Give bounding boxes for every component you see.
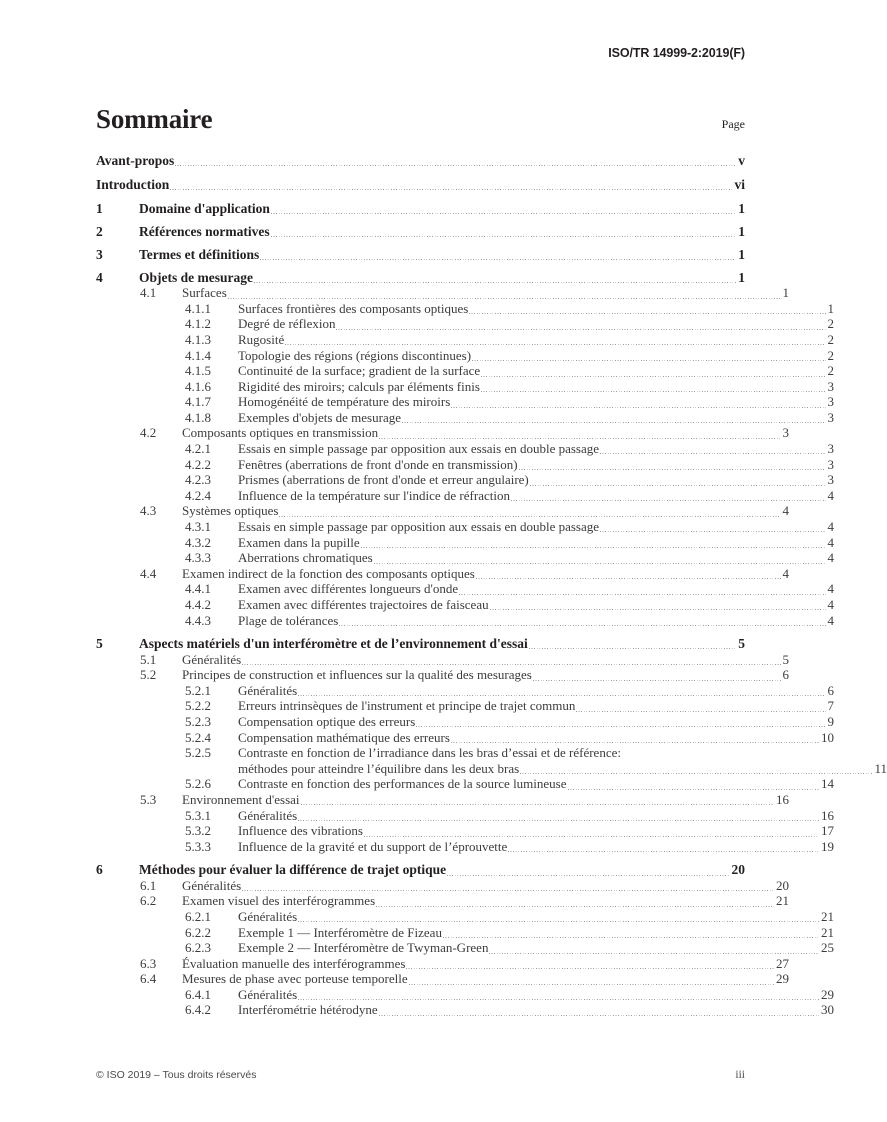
toc-entry-number: 6.2.3 <box>185 940 211 956</box>
toc-entry[interactable] <box>96 380 834 394</box>
toc-dot-leader <box>301 804 774 805</box>
toc-entry[interactable] <box>96 442 834 456</box>
toc-entry-title: Principes de construction et influences sur la qualité des mesurages <box>182 667 532 683</box>
toc-entry[interactable] <box>96 582 834 596</box>
toc-entry[interactable] <box>96 668 789 682</box>
toc-entry[interactable] <box>96 863 745 877</box>
toc-entry-page-number: 4 <box>827 550 834 566</box>
toc-dot-leader <box>600 453 825 454</box>
toc-dot-leader <box>472 360 825 361</box>
toc-entry-page-number: 4 <box>827 534 834 550</box>
toc-entry-title: Compensation optique des erreurs <box>238 713 416 729</box>
toc-entry-title: Rugosité <box>238 331 285 347</box>
toc-entry-number: 4.2.4 <box>185 487 211 503</box>
toc-entry-page-number: 1 <box>738 200 745 216</box>
toc-entry-number: 6.2.2 <box>185 924 211 940</box>
toc-entry-title: Influence des vibrations <box>238 823 363 839</box>
toc-entry-page-number: 7 <box>827 698 834 714</box>
toc-entry-page-number: 16 <box>776 791 789 807</box>
toc-dot-leader <box>481 391 826 392</box>
toc-entry-page-number: 10 <box>821 729 834 745</box>
toc-entry[interactable] <box>96 941 834 955</box>
toc-dot-leader <box>336 329 825 330</box>
toc-dot-leader <box>416 726 825 727</box>
toc-entry-page-number: 1 <box>782 285 789 301</box>
toc-entry-number: 6.1 <box>140 877 157 893</box>
toc-entry[interactable] <box>96 637 745 651</box>
page-title: Sommaire <box>96 104 213 134</box>
toc-entry-page-number: 17 <box>821 823 834 839</box>
toc-dot-leader <box>568 789 820 790</box>
toc-dot-leader <box>254 282 736 283</box>
toc-dot-leader <box>175 165 736 166</box>
toc-entry-page-number: 3 <box>827 409 834 425</box>
toc-entry[interactable] <box>96 458 834 472</box>
toc-entry[interactable] <box>96 809 834 823</box>
toc-entry-number: 5.2.5 <box>185 745 211 761</box>
toc-dot-leader <box>228 298 781 299</box>
toc-entry-page-number: 29 <box>776 971 789 987</box>
toc-entry[interactable] <box>96 699 834 713</box>
toc-entry-page-number: 30 <box>821 1002 834 1018</box>
toc-entry-page-number: 4 <box>827 519 834 535</box>
toc-entry-title: Continuité de la surface; gradient de la surface <box>238 363 481 379</box>
toc-entry-number: 4.3.3 <box>185 550 211 566</box>
toc-entry[interactable] <box>96 824 834 838</box>
toc-entry-title: Erreurs intrinsèques de l'instrument et principe de trajet commun <box>238 698 576 714</box>
toc-dot-leader <box>298 820 819 821</box>
toc-entry-number: 6.4.2 <box>185 1002 211 1018</box>
toc-entry-title: Homogénéité de température des miroirs <box>238 394 451 410</box>
toc-entry-title: Méthodes pour évaluer la différence de trajet optique <box>139 862 447 878</box>
toc-entry-title: Introduction <box>96 176 170 192</box>
toc-entry-number: 4.3.2 <box>185 534 211 550</box>
toc-entry[interactable] <box>96 551 834 565</box>
toc-entry-number: 6.4 <box>140 971 157 987</box>
copyright-notice: © ISO 2019 – Tous droits réservés <box>96 1069 257 1081</box>
toc-entry-page-number: 3 <box>782 425 789 441</box>
toc-entry-number: 2 <box>96 223 103 239</box>
toc-dot-leader <box>376 906 774 907</box>
toc-dot-leader <box>298 999 819 1000</box>
toc-dot-leader <box>519 469 826 470</box>
toc-entry-title: Contraste en fonction des performances de la source lumineuse <box>238 776 567 792</box>
toc-entry-page-number: 20 <box>731 862 745 878</box>
toc-dot-leader <box>402 422 826 423</box>
toc-entry-title: Degré de réflexion <box>238 316 336 332</box>
toc-dot-leader <box>459 594 825 595</box>
toc-entry-number: 5.3.3 <box>185 838 211 854</box>
toc-entry-page-number: 6 <box>827 682 834 698</box>
toc-entry-number: 5.3.2 <box>185 823 211 839</box>
toc-entry-number: 4.1 <box>140 285 157 301</box>
toc-entry[interactable] <box>96 731 834 745</box>
toc-entry-number: 3 <box>96 246 103 262</box>
toc-entry-number: 4.3.1 <box>185 519 211 535</box>
toc-dot-leader <box>533 680 781 681</box>
toc-entry-page-number: 16 <box>821 807 834 823</box>
toc-dot-leader <box>576 711 825 712</box>
toc-entry[interactable] <box>96 926 834 940</box>
toc-entry-title: Objets de mesurage <box>139 269 253 285</box>
toc-entry[interactable] <box>96 426 789 440</box>
toc-entry-number: 5 <box>96 636 103 651</box>
toc-dot-leader <box>443 937 819 938</box>
toc-entry-page-number: 21 <box>821 908 834 924</box>
toc-entry-number: 4.1.2 <box>185 316 211 332</box>
toc-entry-title: Essais en simple passage par opposition aux essais en double passage <box>238 519 600 535</box>
toc-entry-title: Examen dans la pupille <box>238 534 360 550</box>
toc-entry[interactable] <box>96 715 834 729</box>
toc-entry-title: Surfaces <box>182 285 227 301</box>
toc-dot-leader <box>451 407 825 408</box>
toc-entry-title: Exemple 2 — Interféromètre de Twyman-Green <box>238 940 489 956</box>
toc-entry-number: 4.1.1 <box>185 300 211 316</box>
toc-entry-number: 5.3.1 <box>185 807 211 823</box>
toc-dot-leader <box>481 376 825 377</box>
toc-entry[interactable] <box>96 178 745 192</box>
toc-entry[interactable] <box>96 202 745 216</box>
toc-dot-leader <box>379 1015 819 1016</box>
toc-dot-leader <box>476 578 781 579</box>
toc-dot-leader <box>298 695 825 696</box>
toc-entry-page-number: 1 <box>738 269 745 285</box>
toc-dot-leader <box>279 516 780 517</box>
toc-entry[interactable] <box>96 411 834 425</box>
toc-entry-title: Aberrations chromatiques <box>238 550 373 566</box>
toc-entry-title: Interférométrie hétérodyne <box>238 1002 378 1018</box>
toc-entry-page-number: 4 <box>782 503 789 519</box>
toc-entry-number: 4.2.2 <box>185 456 211 472</box>
toc-entry-page-number: 4 <box>782 565 789 581</box>
toc-dot-leader <box>600 531 825 532</box>
toc-entry-title: Surfaces frontières des composants optiques <box>238 300 469 316</box>
toc-entry-page-number: 20 <box>776 877 789 893</box>
toc-dot-leader <box>490 609 826 610</box>
toc-entry-page-number: 21 <box>776 893 789 909</box>
toc-entry-number: 4.1.8 <box>185 409 211 425</box>
toc-entry-page-number: 29 <box>821 986 834 1002</box>
toc-entry-page-number: 4 <box>827 487 834 503</box>
toc-entry[interactable] <box>96 489 834 503</box>
toc-entry-number: 6.2 <box>140 893 157 909</box>
toc-entry-number: 5.2.2 <box>185 698 211 714</box>
toc-entry-page-number: 25 <box>821 940 834 956</box>
toc-entry-number: 5.2.3 <box>185 713 211 729</box>
toc-entry-page-number: vi <box>734 176 745 192</box>
toc-entry-title: Composants optiques en transmission <box>182 425 379 441</box>
toc-entry-number: 6 <box>96 862 103 878</box>
toc-entry-title: Aspects matériels d'un interféromètre et de l’environnement d'essai <box>139 636 528 651</box>
toc-entry[interactable] <box>96 957 789 971</box>
toc-entry-page-number: 21 <box>821 924 834 940</box>
toc-dot-leader <box>511 500 826 501</box>
toc-dot-leader <box>520 773 872 774</box>
toc-entry-page-number: 3 <box>827 472 834 488</box>
toc-entry-title: Évaluation manuelle des interférogrammes <box>182 955 406 971</box>
table-of-contents <box>96 153 887 1019</box>
toc-entry-number: 4.1.4 <box>185 347 211 363</box>
toc-entry-title: Termes et définitions <box>139 246 260 262</box>
toc-entry-number: 4.4.3 <box>185 612 211 628</box>
toc-entry-title: Généralités <box>238 682 298 698</box>
toc-entry-number: 4.1.7 <box>185 394 211 410</box>
toc-entry-title: Examen visuel des interférogrammes <box>182 893 376 909</box>
toc-entry[interactable] <box>96 746 834 760</box>
toc-entry-title: Examen indirect de la fonction des composants optiques <box>182 565 475 581</box>
toc-entry-title: Domaine d'application <box>139 200 270 216</box>
toc-entry[interactable] <box>96 333 834 347</box>
toc-entry-page-number: 1 <box>738 246 745 262</box>
toc-entry-title: Fenêtres (aberrations de front d'onde en transmission) <box>238 456 518 472</box>
toc-entry-page-number: 2 <box>827 331 834 347</box>
toc-entry-title: Influence de la gravité et du support de l’éprouvette <box>238 838 508 854</box>
toc-entry-title: Généralités <box>238 986 298 1002</box>
toc-entry-number: 4.2.1 <box>185 441 211 457</box>
toc-entry[interactable] <box>96 520 834 534</box>
toc-entry-page-number: 14 <box>821 776 834 792</box>
toc-entry-number: 5.2.4 <box>185 729 211 745</box>
toc-dot-leader <box>529 648 736 649</box>
toc-entry[interactable] <box>96 271 745 285</box>
toc-entry-title: Influence de la température sur l'indice de réfraction <box>238 487 510 503</box>
toc-dot-leader <box>271 236 737 237</box>
toc-entry-title: Compensation mathématique des erreurs <box>238 729 450 745</box>
toc-entry[interactable] <box>96 504 789 518</box>
toc-entry[interactable] <box>96 840 834 854</box>
toc-dot-leader <box>361 547 826 548</box>
toc-entry[interactable] <box>96 286 789 300</box>
toc-dot-leader <box>339 625 825 626</box>
folio-number: iii <box>735 1069 745 1081</box>
toc-entry-page-number: 19 <box>821 838 834 854</box>
toc-entry-page-number: 3 <box>827 456 834 472</box>
toc-entry-number: 4 <box>96 269 103 285</box>
toc-dot-leader <box>298 921 819 922</box>
toc-entry-number: 5.2 <box>140 667 157 683</box>
toc-entry-page-number: 4 <box>827 581 834 597</box>
toc-entry[interactable] <box>96 248 745 262</box>
toc-entry-title: Prismes (aberrations de front d'onde et erreur angulaire) <box>238 472 529 488</box>
toc-entry[interactable] <box>96 473 834 487</box>
toc-entry-title: Contraste en fonction de l’irradiance dans les bras d’essai et de référence: <box>238 745 621 761</box>
toc-entry-title: Généralités <box>238 908 298 924</box>
toc-dot-leader <box>374 563 826 564</box>
toc-dot-leader <box>469 313 825 314</box>
toc-entry-page-number: 3 <box>827 378 834 394</box>
toc-dot-leader <box>242 890 774 891</box>
toc-dot-leader <box>260 259 736 260</box>
toc-entry-number: 4.3 <box>140 503 157 519</box>
toc-entry-title: Mesures de phase avec porteuse temporelle <box>182 971 408 987</box>
toc-dot-leader <box>170 189 732 190</box>
toc-entry[interactable] <box>96 793 789 807</box>
toc-entry-title: Généralités <box>182 877 242 893</box>
toc-entry-number: 5.2.6 <box>185 776 211 792</box>
toc-entry[interactable] <box>96 364 834 378</box>
toc-entry[interactable] <box>96 1003 834 1017</box>
toc-entry-page-number: 1 <box>738 223 745 239</box>
toc-entry-title: Généralités <box>182 651 242 667</box>
toc-entry[interactable] <box>96 349 834 363</box>
toc-dot-leader <box>530 485 826 486</box>
toc-entry[interactable] <box>96 536 834 550</box>
toc-entry-title: Topologie des régions (régions discontinues) <box>238 347 472 363</box>
toc-entry[interactable] <box>96 988 834 1002</box>
toc-entry[interactable] <box>96 598 834 612</box>
toc-entry[interactable] <box>96 395 834 409</box>
toc-entry-number: 6.2.1 <box>185 908 211 924</box>
toc-entry-number: 4.2 <box>140 425 157 441</box>
toc-entry[interactable] <box>96 154 745 168</box>
page-footer <box>96 1069 745 1081</box>
toc-dot-leader <box>406 968 774 969</box>
toc-entry-page-number: 11 <box>874 760 887 776</box>
toc-entry[interactable] <box>96 972 789 986</box>
document-reference-header: ISO/TR 14999-2:2019(F) <box>608 46 745 60</box>
toc-entry-title: méthodes pour atteindre l’équilibre dans les deux bras <box>238 760 520 776</box>
toc-dot-leader <box>409 984 774 985</box>
toc-entry-page-number: 2 <box>827 363 834 379</box>
toc-entry-title: Références normatives <box>139 223 270 239</box>
toc-entry[interactable] <box>96 653 789 667</box>
toc-entry-title: Examen avec différentes trajectoires de faisceau <box>238 597 489 612</box>
page-column-label: Page <box>721 117 745 131</box>
toc-entry-number: 4.4.1 <box>185 581 211 597</box>
toc-entry-page-number: 2 <box>827 316 834 332</box>
toc-dot-leader <box>379 438 780 439</box>
toc-entry-page-number: 5 <box>738 636 745 651</box>
toc-entry-number: 6.4.1 <box>185 986 211 1002</box>
toc-entry-page-number: 3 <box>827 394 834 410</box>
toc-entry-title: Généralités <box>238 807 298 823</box>
toc-entry-number: 5.1 <box>140 651 157 667</box>
toc-entry-title: Examen avec différentes longueurs d'onde <box>238 581 459 597</box>
toc-entry-page-number: v <box>738 153 745 168</box>
toc-entry-page-number: 1 <box>827 300 834 316</box>
toc-entry-number: 5.3 <box>140 791 157 807</box>
toc-dot-leader <box>489 953 819 954</box>
toc-entry-number: 4.4 <box>140 565 157 581</box>
toc-entry-title: Essais en simple passage par opposition aux essais en double passage <box>238 441 600 457</box>
toc-entry-number: 5.2.1 <box>185 682 211 698</box>
toc-entry[interactable] <box>96 777 834 791</box>
toc-entry[interactable] <box>96 910 834 924</box>
toc-entry-page-number: 27 <box>776 955 789 971</box>
title-block <box>96 104 745 134</box>
toc-entry-title: Plage de tolérances <box>238 612 339 628</box>
toc-entry[interactable] <box>96 614 834 628</box>
toc-entry-title: Avant-propos <box>96 153 175 168</box>
toc-dot-leader <box>451 742 819 743</box>
toc-entry[interactable] <box>96 567 789 581</box>
toc-entry-number: 4.1.3 <box>185 331 211 347</box>
toc-entry-number: 1 <box>96 200 103 216</box>
toc-entry-number: 4.4.2 <box>185 597 211 612</box>
toc-entry-page-number: 4 <box>827 612 834 628</box>
toc-entry[interactable] <box>96 762 887 776</box>
toc-entry[interactable] <box>96 879 789 893</box>
toc-entry[interactable] <box>96 317 834 331</box>
toc-entry-number: 6.3 <box>140 955 157 971</box>
toc-entry-title: Exemple 1 — Interféromètre de Fizeau <box>238 924 442 940</box>
toc-dot-leader <box>242 664 780 665</box>
toc-entry[interactable] <box>96 894 789 908</box>
toc-dot-leader <box>285 344 825 345</box>
toc-entry-page-number: 2 <box>827 347 834 363</box>
toc-dot-leader <box>447 875 729 876</box>
toc-entry-title: Environnement d'essai <box>182 791 300 807</box>
toc-entry-number: 4.1.5 <box>185 363 211 379</box>
toc-dot-leader <box>271 213 736 214</box>
toc-entry-title: Rigidité des miroirs; calculs par éléments finis <box>238 378 480 394</box>
toc-entry-page-number: 5 <box>782 651 789 667</box>
toc-entry[interactable] <box>96 225 745 239</box>
toc-dot-leader <box>508 851 819 852</box>
toc-entry[interactable] <box>96 684 834 698</box>
toc-entry-page-number: 3 <box>827 441 834 457</box>
toc-entry-number: 4.1.6 <box>185 378 211 394</box>
toc-entry-title: Exemples d'objets de mesurage <box>238 409 401 425</box>
toc-entry[interactable] <box>96 302 834 316</box>
toc-dot-leader <box>364 836 819 837</box>
toc-entry-page-number: 6 <box>782 667 789 683</box>
toc-entry-page-number: 9 <box>827 713 834 729</box>
toc-entry-number: 4.2.3 <box>185 472 211 488</box>
toc-entry-title: Systèmes optiques <box>182 503 279 519</box>
toc-entry-page-number: 4 <box>827 597 834 612</box>
